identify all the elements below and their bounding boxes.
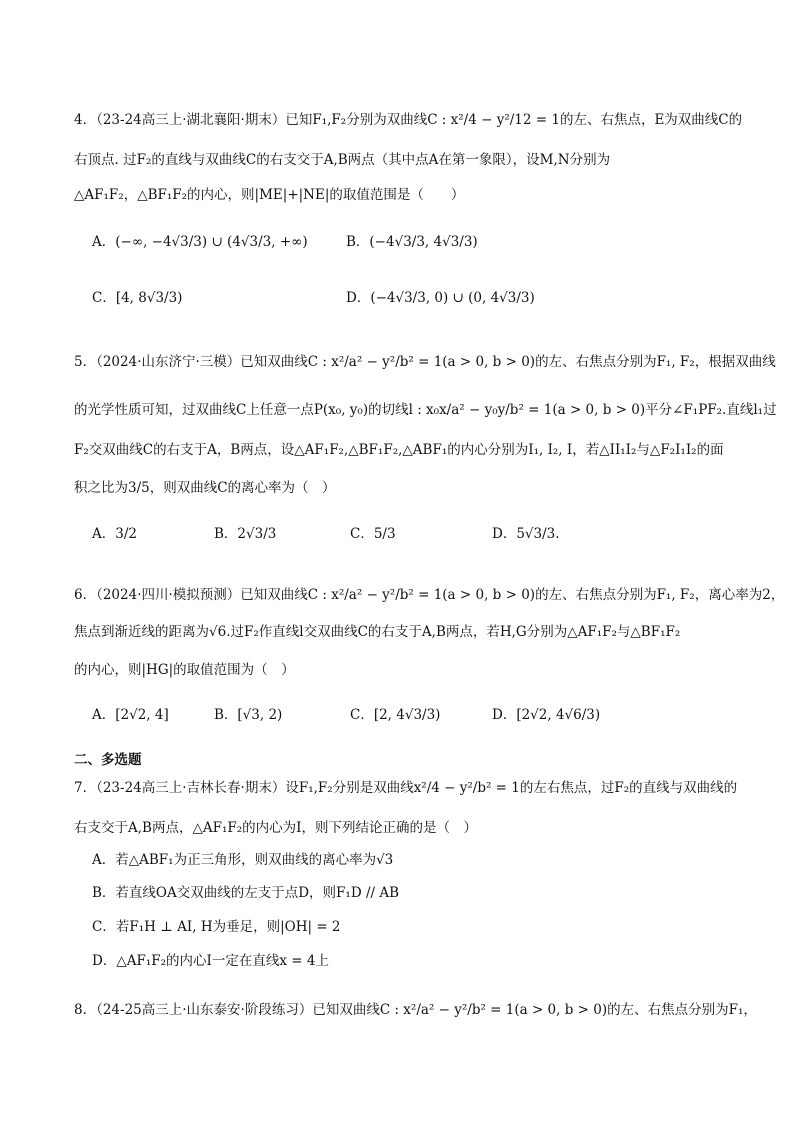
section-title-multiple-choice: 二、多选题 <box>74 752 142 768</box>
q7-option-d: D．△AF₁F₂的内心I一定在直线x = 4上 <box>92 953 329 969</box>
q4-stem-line-2: 右顶点. 过F₂的直线与双曲线C的右支交于A,B两点（其中点A在第一象限），设M,N分别为 <box>74 152 611 168</box>
q8-stem-line-1: 8．（24-25高三上·山东泰安·阶段练习）已知双曲线C : x²/a² − y²/b² = 1(a > 0, b > 0)的左、右焦点分别为F₁， <box>74 1002 757 1018</box>
q7-stem-line-2: 右支交于A,B两点，△AF₁F₂的内心为I，则下列结论正确的是（ ） <box>74 820 477 836</box>
q6-stem-line-3: 的内心，则|HG|的取值范围为（ ） <box>74 662 295 678</box>
q6-stem-line-2: 焦点到渐近线的距离为√6.过F₂作直线l交双曲线C的右支于A,B两点，若H,G分别为△AF₁F₂与△BF₁F₂ <box>74 624 681 640</box>
q5-stem-line-1: 5．（2024·山东济宁·三模）已知双曲线C : x²/a² − y²/b² = 1(a > 0, b > 0)的左、右焦点分别为F₁, F₂，根据双曲线 <box>74 354 776 370</box>
q5-stem-line-4: 积之比为3/5，则双曲线C的离心率为（ ） <box>74 480 336 496</box>
q4-stem-line-3: △AF₁F₂，△BF₁F₂的内心，则|ME|+|NE|的取值范围是（ ） <box>74 187 465 203</box>
q6-stem-line-1: 6．（2024·四川·模拟预测）已知双曲线C : x²/a² − y²/b² = 1(a > 0, b > 0)的左、右焦点分别为F₁, F₂，离心率为2， <box>74 587 785 603</box>
q4-option-d: D．(−4√3/3, 0) ∪ (0, 4√3/3) <box>346 290 535 306</box>
q7-stem-line-1: 7．（23-24高三上·吉林长春·期末）设F₁,F₂分别是双曲线x²/4 − y²/b² = 1的左右焦点，过F₂的直线与双曲线的 <box>74 780 738 796</box>
q6-option-c: C．[2, 4√3/3) <box>350 707 441 723</box>
q4-option-c: C．[4, 8√3/3) <box>92 290 183 306</box>
q7-option-c: C．若F₁H ⊥ AI, H为垂足，则|OH| = 2 <box>92 919 341 935</box>
q6-option-b: B．[√3, 2) <box>214 707 283 723</box>
q5-stem-line-3: F₂交双曲线C的右支于A，B两点，设△AF₁F₂,△BF₁F₂,△ABF₁的内心分别为I₁, I₂, I，若△II₁I₂与△F₂I₁I₂的面 <box>74 442 724 458</box>
q5-option-c: C．5/3 <box>350 526 396 542</box>
q5-stem-line-2: 的光学性质可知，过双曲线C上任意一点P(x₀, y₀)的切线l : x₀x/a² − y₀y/b² = 1(a > 0, b > 0)平分∠F₁PF₂.直线l₁过 <box>74 402 777 418</box>
q4-option-a: A．(−∞, −4√3/3) ∪ (4√3/3, +∞) <box>92 234 308 250</box>
q7-option-b: B．若直线OA交双曲线的左支于点D，则F₁D // AB <box>92 885 400 901</box>
q5-option-a: A．3/2 <box>92 526 137 542</box>
q6-option-d: D．[2√2, 4√6/3) <box>492 707 601 723</box>
q5-option-b: B．2√3/3 <box>214 526 277 542</box>
q4-option-b: B．(−4√3/3, 4√3/3) <box>346 234 478 250</box>
q7-option-a: A．若△ABF₁为正三角形，则双曲线的离心率为√3 <box>92 852 394 868</box>
q6-option-a: A．[2√2, 4] <box>92 707 169 723</box>
q5-option-d: D．5√3/3. <box>492 526 560 542</box>
q4-stem-line-1: 4．（23-24高三上·湖北襄阳·期末）已知F₁,F₂分别为双曲线C : x²/4 − y²/12 = 1的左、右焦点，E为双曲线C的 <box>74 112 743 128</box>
